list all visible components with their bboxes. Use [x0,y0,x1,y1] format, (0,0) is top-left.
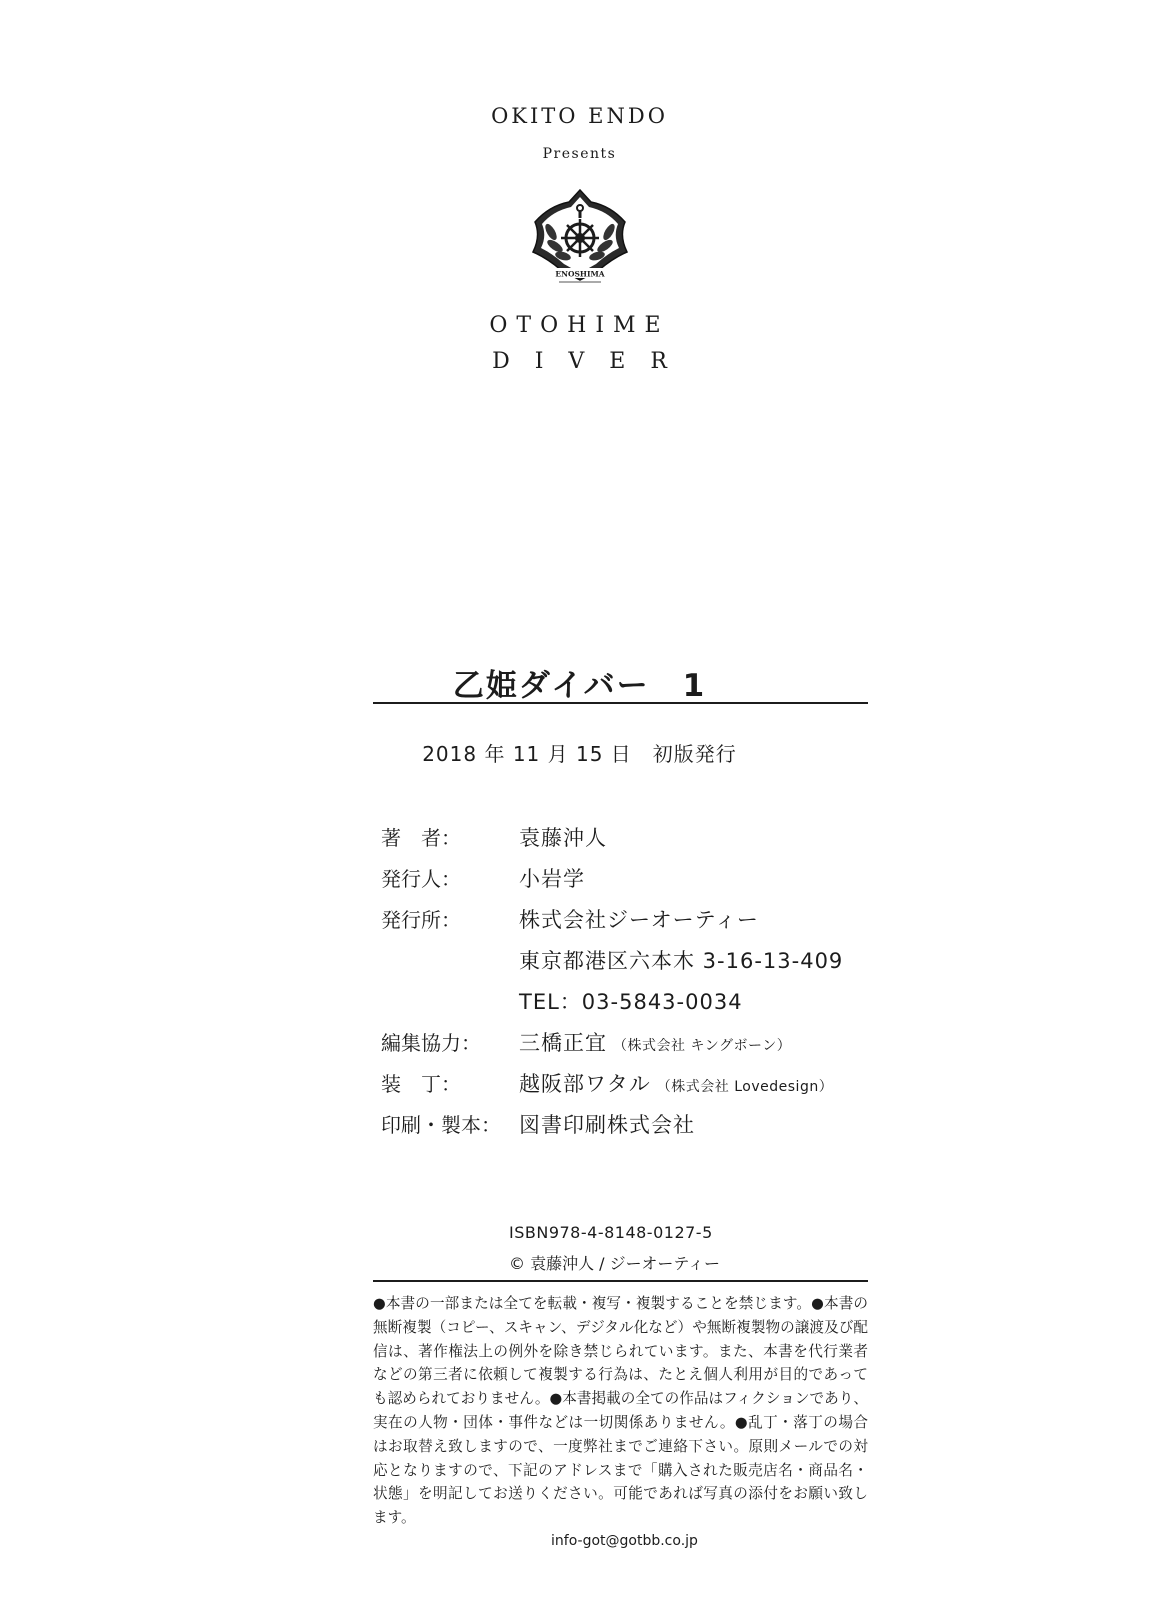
credit-value: TEL：03-5843-0034 [519,990,743,1014]
credit-value: 東京都港区六本木 3-16-13-409 [519,949,844,973]
credit-value: 図書印刷株式会社 [519,1113,695,1137]
credit-value-group [519,1027,791,1057]
author-name: OKITO ENDO [491,104,668,128]
legal-notice: ●本書の一部または全てを転載・複写・複製することを禁じます。●本書の無断複製（コピー、スキャン、デジタル化など）や無断複製物の譲渡及び配信は、著作権法上の例外を除き禁じられています。また、本書を代行業者などの第三者に依頼して複製する行為は、たとえ個人利用が目的であっても認められておりません。●本書掲載の全ての作品はフィクションであり、実在の人物・団体・事件などは一切関係ありません。●乱丁・落丁の場合はお取替え致しますので、一度弊社までご連絡下さい。原則メールでの対応となりますので、下記のアドレスまで「購入された販売店名・商品名・状態」を明記してお送りください。可能であれば写真の添付をお願い致します。 [373,1295,868,1527]
notice-divider [373,1280,868,1282]
credit-label: 印刷・製本： [381,1113,501,1137]
copyright: © 袁藤沖人 / ジーオーティー [509,1254,721,1273]
contact-email: info-got@gotbb.co.jp [551,1533,698,1549]
credit-label: 発行所： [381,908,461,932]
credit-note: （株式会社 キングボーン） [613,1038,792,1054]
emblem-text: ENOSHIMA [555,269,605,279]
credit-label: 装 丁： [381,1072,461,1096]
enoshima-emblem-icon [529,188,631,292]
book-title: 乙姫ダイバー 1 [452,668,707,704]
credit-value: 越阪部ワタル [519,1072,651,1096]
credit-note: （株式会社 Lovedesign） [656,1079,834,1095]
series-title-line2: DIVER [492,349,692,374]
credit-label: 発行人： [381,867,461,891]
credit-value: 袁藤沖人 [519,826,607,850]
credit-label: 著 者： [381,826,461,850]
presents-label: Presents [542,146,617,162]
series-title-line1: OTOHIME [489,313,670,338]
edition-date: 2018 年 11 月 15 日 初版発行 [422,742,737,766]
credit-value: 三橋正宜 [519,1031,607,1055]
credit-value: 株式会社ジーオーティー [519,908,759,932]
credit-value-group [519,1068,833,1098]
title-divider [373,702,868,704]
credit-value: 小岩学 [519,867,585,891]
isbn: ISBN978-4-8148-0127-5 [509,1223,713,1242]
credit-label: 編集協力： [381,1031,481,1055]
